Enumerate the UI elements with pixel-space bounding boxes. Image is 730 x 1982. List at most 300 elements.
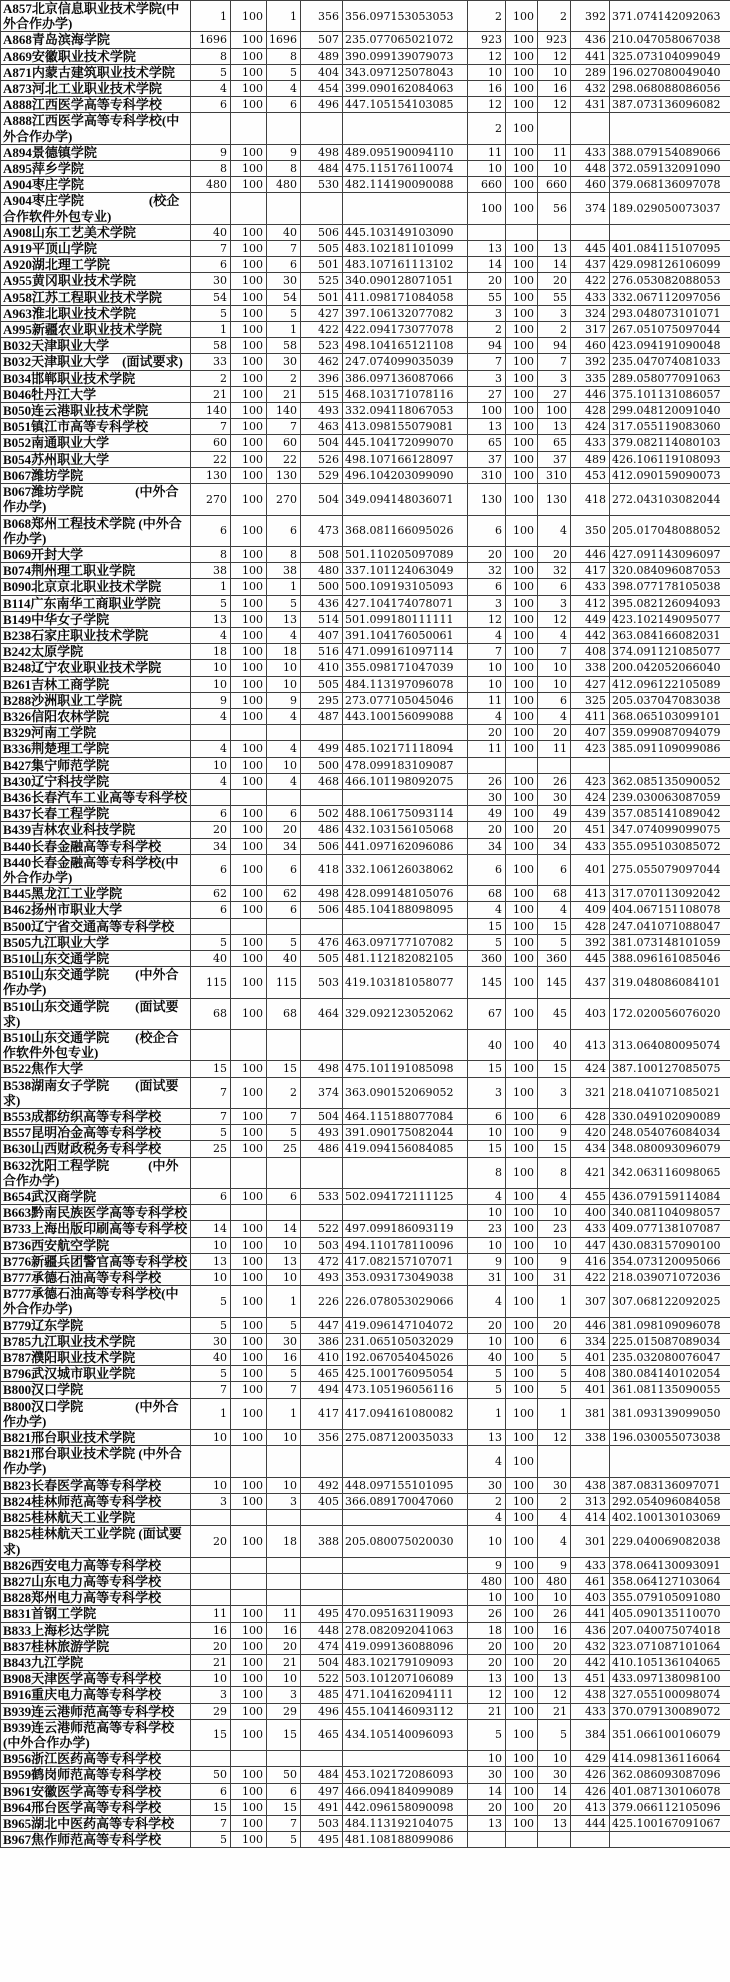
value-cell: 453.102172086093 [343,1767,468,1783]
value-cell: 231.065105032029 [343,1333,468,1349]
value-cell: 448.097155101095 [343,1477,468,1493]
value-cell: 386.097136087066 [343,370,468,386]
value-cell: 441.097162096086 [343,838,468,854]
value-cell: 100 [506,1654,538,1670]
value-cell: 446 [571,386,610,402]
value-cell: 483.102181101099 [343,241,468,257]
table-row [1,1671,730,1687]
value-cell: 360 [538,950,571,966]
school-name-cell: A995新疆农业职业技术学院 [1,322,191,338]
value-cell: 3 [267,1687,301,1703]
value-cell [343,1030,468,1061]
value-cell: 6 [267,515,301,546]
value-cell: 5 [538,1366,571,1382]
value-cell: 403 [571,1590,610,1606]
value-cell: 427.091143096097 [610,546,730,562]
value-cell: 401 [571,1382,610,1398]
school-name-cell: B959鹤岗师范高等专科学校 [1,1767,191,1783]
value-cell: 4 [538,627,571,643]
value-cell: 30 [538,789,571,805]
value-cell: 100 [506,289,538,305]
value-cell [191,1157,231,1188]
value-cell: 6 [191,97,231,113]
value-cell: 422 [301,322,343,338]
value-cell: 441 [571,48,610,64]
value-cell: 385.091109099086 [610,741,730,757]
value-cell: 10 [538,1751,571,1767]
value-cell: 100 [506,676,538,692]
school-name-cell: B068郑州工程技术学院 (中外合作办学) [1,515,191,546]
value-cell: 453 [571,467,610,483]
value-cell: 454 [301,81,343,97]
value-cell: 405.090135110070 [610,1606,730,1622]
value-cell: 504 [301,484,343,515]
value-cell: 34 [468,838,506,854]
table-row [1,1077,730,1108]
value-cell: 100 [506,64,538,80]
value-cell: 1 [191,1,231,32]
value-cell [191,1751,231,1767]
value-cell: 1696 [267,32,301,48]
value-cell: 480 [468,1573,506,1589]
table-body [1,1,730,1848]
value-cell [267,1557,301,1573]
value-cell [267,725,301,741]
value-cell: 50 [191,1767,231,1783]
value-cell: 62 [191,886,231,902]
table-row [1,354,730,370]
value-cell: 100 [506,32,538,48]
value-cell: 218.039071072036 [610,1270,730,1286]
value-cell: 10 [191,1477,231,1493]
value-cell [301,789,343,805]
value-cell: 100 [231,305,267,321]
school-name-cell: B939连云港师范高等专科学校 [1,1703,191,1719]
table-row [1,193,730,224]
value-cell: 330.049102090089 [610,1109,730,1125]
value-cell [267,1590,301,1606]
value-cell: 498 [301,1061,343,1077]
value-cell: 423.094191090048 [610,338,730,354]
table-row [1,773,730,789]
value-cell: 423.102149095077 [610,611,730,627]
value-cell: 100 [506,451,538,467]
value-cell: 100 [506,1687,538,1703]
value-cell: 462 [301,354,343,370]
value-cell: 358.064127103064 [610,1573,730,1589]
value-cell: 235.032080076047 [610,1350,730,1366]
value-cell: 425.100176095054 [343,1366,468,1382]
school-name-cell: B843九江学院 [1,1654,191,1670]
value-cell: 506 [301,902,343,918]
value-cell: 100 [506,1270,538,1286]
value-cell [231,113,267,144]
school-name-cell: B663黔南民族医学高等专科学校 [1,1205,191,1221]
value-cell: 293.048073101071 [610,305,730,321]
table-row [1,1366,730,1382]
value-cell: 378.064130093091 [610,1557,730,1573]
value-cell [301,725,343,741]
table-row [1,1783,730,1799]
value-cell: 436 [571,32,610,48]
value-cell: 100 [506,1622,538,1638]
value-cell: 5 [538,1719,571,1750]
value-cell: 100 [506,1398,538,1429]
value-cell: 489 [571,451,610,467]
table-row [1,1253,730,1269]
value-cell: 8 [468,1157,506,1188]
school-name-cell: B939连云港师范高等专科学校(中外合作办学) [1,1719,191,1750]
value-cell: 10 [468,1590,506,1606]
table-row [1,934,730,950]
value-cell: 5 [267,305,301,321]
value-cell: 100 [231,757,267,773]
value-cell: 420 [571,1125,610,1141]
value-cell: 5 [191,934,231,950]
value-cell: 4 [538,902,571,918]
value-cell: 923 [538,32,571,48]
value-cell [506,224,538,240]
value-cell: 6 [538,854,571,885]
value-cell: 100 [231,1430,267,1446]
value-cell: 30 [267,1333,301,1349]
value-cell: 100 [231,177,267,193]
value-cell: 470.095163119093 [343,1606,468,1622]
table-row [1,1703,730,1719]
value-cell: 407 [571,725,610,741]
value-cell: 100 [506,918,538,934]
table-row [1,1590,730,1606]
value-cell: 5 [191,1125,231,1141]
table-row [1,1333,730,1349]
value-cell: 387.083136097071 [610,1477,730,1493]
value-cell: 403 [571,998,610,1029]
table-row [1,257,730,273]
value-cell: 325 [571,692,610,708]
value-cell: 13 [538,419,571,435]
value-cell: 487 [301,708,343,724]
value-cell: 100 [231,806,267,822]
value-cell: 321 [571,1077,610,1108]
value-cell: 3 [267,1493,301,1509]
value-cell: 100 [506,627,538,643]
value-cell [191,725,231,741]
value-cell: 100 [506,1350,538,1366]
value-cell: 100 [506,386,538,402]
value-cell [610,224,730,240]
value-cell: 9 [191,692,231,708]
school-name-cell: B538湖南女子学院 (面试要求) [1,1077,191,1108]
value-cell: 355.079105091080 [610,1590,730,1606]
value-cell: 6 [538,692,571,708]
value-cell: 500 [301,579,343,595]
school-name-cell: A868青岛滨海学院 [1,32,191,48]
value-cell: 56 [538,193,571,224]
value-cell: 5 [468,1382,506,1398]
value-cell [231,1157,267,1188]
value-cell: 515 [301,386,343,402]
value-cell: 660 [468,177,506,193]
value-cell: 6 [468,515,506,546]
value-cell: 368.081166095026 [343,515,468,546]
table-row [1,1189,730,1205]
value-cell: 100 [231,419,267,435]
value-cell: 94 [468,338,506,354]
school-name-cell: B736西安航空学院 [1,1237,191,1253]
value-cell: 10 [267,660,301,676]
value-cell: 428 [571,918,610,934]
value-cell [538,757,571,773]
value-cell: 412.096122105089 [610,676,730,692]
value-cell: 2 [468,1,506,32]
value-cell: 6 [538,579,571,595]
value-cell: 100 [231,241,267,257]
value-cell: 9 [468,1557,506,1573]
value-cell: 34 [538,838,571,854]
value-cell: 410 [301,660,343,676]
value-cell: 451 [571,1671,610,1687]
value-cell: 432 [571,1638,610,1654]
school-name-cell: B956浙江医药高等专科学校 [1,1751,191,1767]
value-cell: 100 [231,998,267,1029]
value-cell: 100 [231,322,267,338]
table-row [1,1061,730,1077]
value-cell: 9 [191,144,231,160]
value-cell: 4 [267,81,301,97]
school-name-cell: B964邢台医学高等专科学校 [1,1799,191,1815]
value-cell: 276.053082088053 [610,273,730,289]
value-cell: 499 [301,741,343,757]
value-cell: 145 [538,967,571,998]
value-cell: 30 [538,1477,571,1493]
value-cell [231,1446,267,1477]
value-cell: 387.073136096082 [610,97,730,113]
value-cell: 20 [191,822,231,838]
school-name-cell: B777承德石油高等专科学校 [1,1270,191,1286]
value-cell: 381.093139099050 [610,1398,730,1429]
school-name-cell: B248辽宁农业职业技术学院 [1,660,191,676]
value-cell: 5 [267,595,301,611]
value-cell: 447 [301,1317,343,1333]
value-cell: 25 [267,1141,301,1157]
value-cell: 100 [506,1382,538,1398]
value-cell: 34 [267,838,301,854]
value-cell [301,193,343,224]
value-cell: 340.090128071051 [343,273,468,289]
school-name-cell: B430辽宁科技学院 [1,773,191,789]
value-cell: 15 [191,1061,231,1077]
value-cell [538,1832,571,1848]
value-cell: 270 [267,484,301,515]
table-row [1,305,730,321]
value-cell: 434 [571,1141,610,1157]
value-cell: 8 [191,48,231,64]
table-row [1,1109,730,1125]
value-cell: 508 [301,546,343,562]
value-cell [191,1030,231,1061]
value-cell: 40 [191,224,231,240]
value-cell: 405 [301,1493,343,1509]
value-cell: 412 [571,595,610,611]
value-cell: 130 [538,484,571,515]
value-cell: 9 [538,1125,571,1141]
school-name-cell: B630山西财政税务专科学校 [1,1141,191,1157]
value-cell: 100 [506,354,538,370]
value-cell: 11 [468,692,506,708]
value-cell: 100 [231,1687,267,1703]
value-cell: 247.074099035039 [343,354,468,370]
table-row [1,1493,730,1509]
value-cell: 494.110178110096 [343,1237,468,1253]
value-cell: 491 [301,1799,343,1815]
value-cell: 5 [191,595,231,611]
value-cell: 497 [301,1783,343,1799]
school-name-cell: A888江西医学高等专科学校 [1,97,191,113]
value-cell: 15 [468,1141,506,1157]
value-cell: 20 [538,1638,571,1654]
value-cell: 100 [231,451,267,467]
value-cell: 130 [468,484,506,515]
school-name-cell: B824桂林师范高等专科学校 [1,1493,191,1509]
school-name-cell: B067潍坊学院 [1,467,191,483]
value-cell: 374.091121085077 [610,644,730,660]
value-cell: 26 [538,1606,571,1622]
value-cell: 361.081135090055 [610,1382,730,1398]
value-cell: 505 [301,241,343,257]
table-row [1,595,730,611]
value-cell: 100 [468,193,506,224]
value-cell: 317 [571,322,610,338]
table-row [1,515,730,546]
table-row [1,370,730,386]
value-cell: 427 [571,676,610,692]
value-cell [267,113,301,144]
value-cell: 20 [468,1799,506,1815]
value-cell: 504 [301,435,343,451]
school-name-cell: B336荆楚理工学院 [1,741,191,757]
value-cell: 9 [538,1557,571,1573]
value-cell: 432.103156105068 [343,822,468,838]
value-cell [267,193,301,224]
value-cell: 419.096147104072 [343,1317,468,1333]
value-cell: 493 [301,1270,343,1286]
value-cell [301,1557,343,1573]
value-cell: 468.103171078116 [343,386,468,402]
school-name-cell: B054苏州职业大学 [1,451,191,467]
value-cell: 310 [538,467,571,483]
school-name-cell: B069开封大学 [1,546,191,562]
value-cell: 404.067151108078 [610,902,730,918]
value-cell: 100 [506,838,538,854]
value-cell: 100 [231,692,267,708]
school-name-cell: B510山东交通学院 (中外合作办学) [1,967,191,998]
value-cell: 356.097153053053 [343,1,468,32]
value-cell [610,1446,730,1477]
value-cell: 226 [301,1286,343,1317]
value-cell: 471.104162094111 [343,1687,468,1703]
value-cell: 100 [506,741,538,757]
value-cell: 25 [191,1141,231,1157]
value-cell: 20 [538,725,571,741]
table-row [1,1,730,32]
value-cell: 15 [468,918,506,934]
value-cell: 4 [191,708,231,724]
value-cell: 445 [571,241,610,257]
value-cell: 100 [506,1573,538,1589]
value-cell: 100 [231,676,267,692]
value-cell: 430.083157090100 [610,1237,730,1253]
value-cell: 464 [301,998,343,1029]
value-cell: 451 [571,822,610,838]
table-row [1,1350,730,1366]
value-cell: 94 [538,338,571,354]
table-row [1,563,730,579]
table-row [1,950,730,966]
value-cell: 424 [571,1061,610,1077]
value-cell: 58 [191,338,231,354]
value-cell: 55 [468,289,506,305]
table-row [1,644,730,660]
value-cell: 205.037047083038 [610,692,730,708]
value-cell: 500 [301,757,343,773]
value-cell: 272.043103082044 [610,484,730,515]
value-cell: 100 [231,1237,267,1253]
value-cell: 100 [506,305,538,321]
value-cell: 100 [231,1270,267,1286]
value-cell: 30 [191,273,231,289]
value-cell: 15 [538,918,571,934]
value-cell: 460 [571,338,610,354]
value-cell: 501 [301,257,343,273]
value-cell: 390.099139079073 [343,48,468,64]
value-cell: 100 [506,934,538,950]
value-cell [231,1590,267,1606]
value-cell: 433 [571,144,610,160]
value-cell: 4 [468,1189,506,1205]
table-row [1,64,730,80]
value-cell: 4 [468,902,506,918]
table-row [1,741,730,757]
value-cell: 486 [301,822,343,838]
value-cell: 444 [571,1815,610,1831]
value-cell: 424 [571,789,610,805]
value-cell: 7 [267,1382,301,1398]
value-cell: 100 [231,1638,267,1654]
value-cell: 289.058077091063 [610,370,730,386]
value-cell: 21 [267,386,301,402]
value-cell: 327.055100098074 [610,1687,730,1703]
school-name-cell: B326信阳农林学院 [1,708,191,724]
value-cell: 370.079130089072 [610,1703,730,1719]
value-cell: 30 [468,1477,506,1493]
value-cell: 432 [571,81,610,97]
school-name-cell: B440长春金融高等专科学校 [1,838,191,854]
value-cell: 417 [571,563,610,579]
value-cell: 100 [506,113,538,144]
table-row [1,1286,730,1317]
table-row [1,1767,730,1783]
table-row [1,822,730,838]
value-cell: 40 [267,224,301,240]
value-cell: 20 [267,1638,301,1654]
value-cell: 298.068088086056 [610,81,730,97]
value-cell: 359.099087094079 [610,725,730,741]
school-name-cell: B436长春汽车工业高等专科学校 [1,789,191,805]
table-row [1,611,730,627]
value-cell: 5 [191,305,231,321]
value-cell: 12 [468,48,506,64]
value-cell: 1696 [191,32,231,48]
